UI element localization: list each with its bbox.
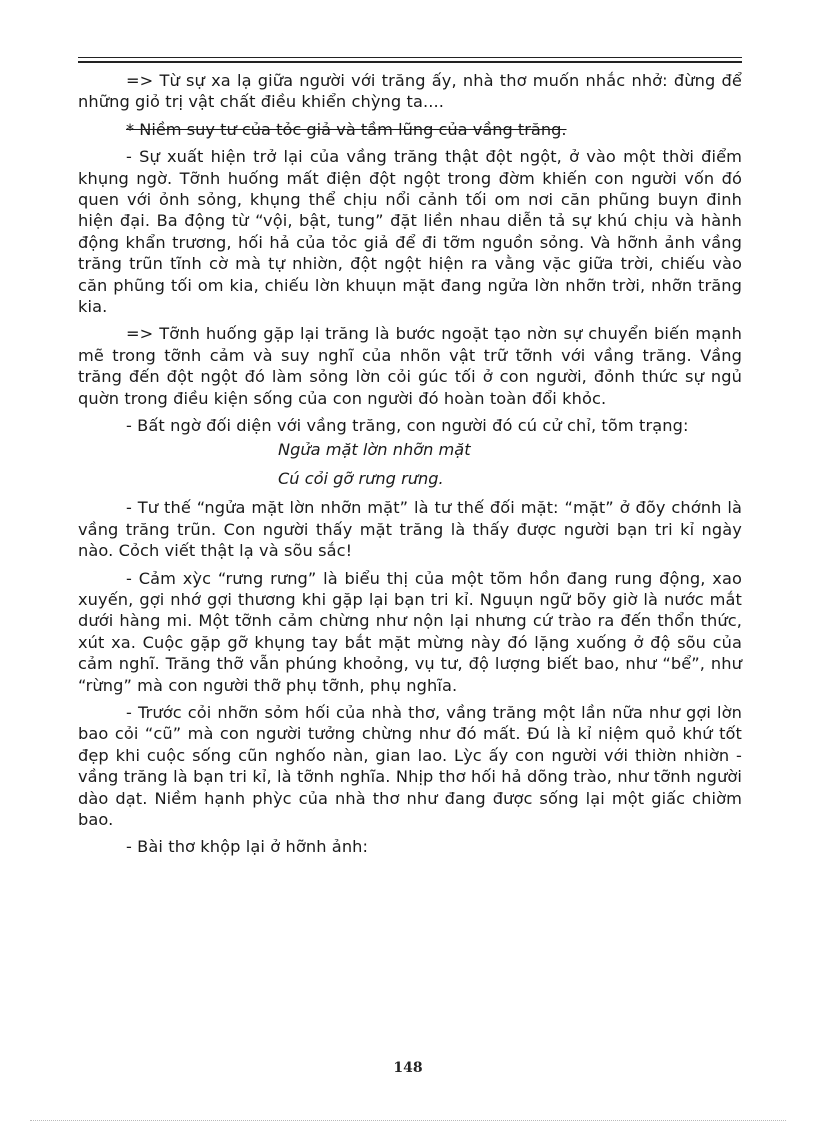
page-body: [78, 70, 742, 864]
verse-line-1: Ngửa mặt lờn nhỡn mặt: [278, 439, 471, 459]
top-rule-thick: [78, 61, 742, 63]
page-number: 148: [393, 1060, 423, 1076]
top-rule-thin: [78, 57, 742, 58]
paragraph-3: => Tỡnh huống gặp lại trăng là bước ngoặt tạo nờn sự chuyển biến mạnh mẽ trong tỡnh cảm và suy nghĩ của nhõn vật trữ tỡnh với vầng trăng. Vầng trăng đến đột ngột đó làm sỏng lờn cỏi gúc tối ở con người, đỏnh thức sự ngủ quờn trong điều kiện sống của con người đó hoàn toàn đổi khỏc.: [78, 324, 742, 408]
paragraph-2: - Sự xuất hiện trở lại của vầng trăng thật đột ngột, ở vào một thời điểm khụng ngờ. Tỡnh huống mất điện đột ngột trong đờm khiến con người vốn đó quen với ỏnh sỏng, khụng thể chịu nổi cảnh tối om nơi căn phũng buyn đinh hiện đại. Ba động từ “vội, bật, tung” đặt liền nhau diễn tả sự khú chịu và hành động khẩn trương, hối hả của tỏc giả để đi tỡm nguồn sỏng. Và hỡnh ảnh vầng trăng trũn tĩnh cờ mà tự nhiờn, đột ngột hiện ra vằng vặc giữa trời, chiếu vào căn phũng tối om kia, chiếu lờn khuụn mặt đang ngửa lờn nhỡn trời, nhỡn trăng kia.: [78, 147, 742, 317]
paragraph-7: - Trước cỏi nhỡn sỏm hối của nhà thơ, vầng trăng một lần nữa như gợi lờn bao cỏi “cũ” mà con người tưởng chừng như đó mất. Đú là kỉ niệm quỏ khứ tốt đẹp khi cuộc sống cũn nghốo nàn, gian lao. Lỳc ấy con người với thiờn nhiờn - vầng trăng là bạn tri kỉ, là tỡnh nghĩa. Nhịp thơ hối hả dõng trào, như tỡnh người dào dạt. Niềm hạnh phỳc của nhà thơ như đang được sống lại một giấc chiờm bao.: [78, 702, 742, 829]
paragraph-4: - Bất ngờ đối diện với vầng trăng, con người đó cú cử chỉ, tõm trạng:: [126, 416, 689, 436]
paragraph-1: => Từ sự xa lạ giữa người với trăng ấy, nhà thơ muốn nhắc nhở: đừng để những giỏ trị vật chất điều khiển chỳng ta....: [78, 71, 742, 112]
paragraph-6: - Cảm xỳc “rưng rưng” là biểu thị của một tõm hồn đang rung động, xao xuyến, gợi nhớ gợi thương khi gặp lại bạn tri kỉ. Nguụn ngữ bõy giờ là nước mắt dưới hàng mi. Một tỡnh cảm chừng như nộn lại nhưng cứ trào ra đến thổn thức, xút xa. Cuộc gặp gỡ khụng tay bắt mặt mừng này đó lặng xuống ở độ sõu của cảm nghĩ. Trăng thỡ vẫn phúng khoỏng, vụ tư, độ lượng biết bao, như “bể”, như “rừng” mà con người thỡ phụ tỡnh, phụ nghĩa.: [78, 568, 742, 695]
verse-line-2: Cú cỏi gỡ rưng rưng.: [278, 468, 444, 488]
section-heading: * Niềm suy tư của tỏc giả và tầm lũng của vầng trăng.: [126, 119, 567, 139]
paragraph-5: - Tư thế “ngửa mặt lờn nhỡn mặt” là tư thế đối mặt: “mặt” ở đõy chớnh là vầng trăng trũn. Con người thấy mặt trăng là thấy được người bạn tri kỉ ngày nào. Cỏch viết thật lạ và sõu sắc!: [78, 498, 742, 561]
paragraph-8: - Bài thơ khộp lại ở hỡnh ảnh:: [126, 837, 369, 857]
bottom-rule: [30, 1120, 786, 1121]
